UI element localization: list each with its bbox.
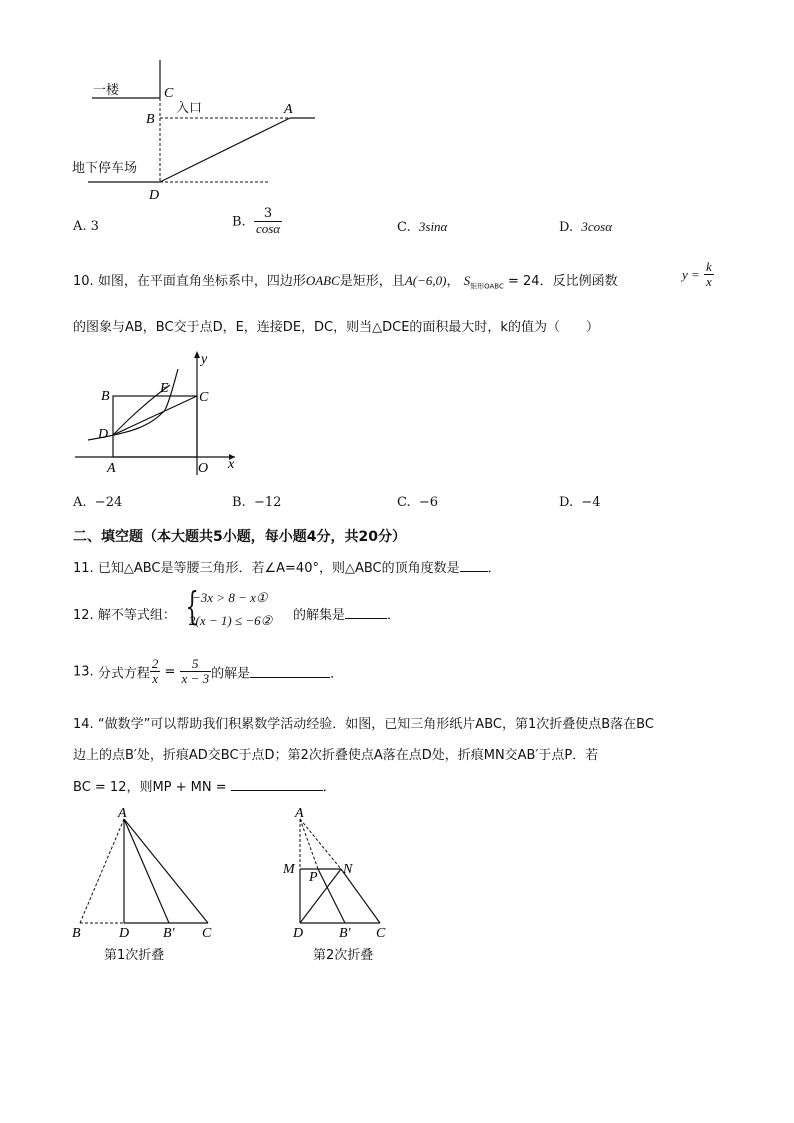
figure-q14-fold2	[278, 803, 408, 943]
q10-option-b[interactable]	[232, 495, 281, 510]
entrance-label: 入口	[176, 101, 203, 116]
q10-option-d[interactable]	[559, 495, 601, 510]
q9-option-c[interactable]	[397, 219, 447, 235]
q13	[73, 657, 343, 687]
option-value: −4	[581, 495, 601, 510]
q10-function	[682, 260, 714, 290]
label-C: C	[164, 86, 174, 101]
label-O: O	[198, 461, 209, 476]
label-D: D	[119, 926, 130, 941]
q14-line2: 边上的点B′处，折痕AD交BC于点D；第2次折叠使点A落在点D处，折痕MN交AB′于点P．若	[73, 748, 599, 763]
label-M: M	[283, 862, 295, 877]
q13-end: ．	[330, 666, 344, 682]
q14-line1-text: “做数学”可以帮助我们积累数学活动经验．如图，已知三角形纸片ABC，第1次折叠使点B落在BC	[97, 717, 654, 732]
q10-option-c[interactable]	[397, 495, 438, 510]
q10-point-a: A(−6,0)	[404, 273, 447, 288]
q11-end: ．	[487, 561, 501, 576]
answer-blank[interactable]	[250, 665, 330, 678]
label-A: A	[118, 806, 127, 821]
fraction-numerator: 3	[254, 207, 282, 222]
label-D: D	[149, 188, 160, 203]
caption-fold1: 第1次折叠	[104, 948, 165, 963]
label-N: N	[343, 862, 353, 877]
label-E: E	[160, 381, 169, 396]
q12-brace: {	[185, 584, 199, 628]
label-A: A	[284, 102, 293, 117]
option-prefix: A.	[73, 219, 87, 234]
q12-text2: 的解集是	[293, 608, 346, 623]
label-A: A	[295, 806, 304, 821]
parking-label: 地下停车场	[72, 161, 138, 176]
option-prefix: C.	[397, 495, 411, 510]
option-prefix: B.	[232, 495, 246, 510]
q13-fraction2	[180, 657, 212, 687]
answer-blank[interactable]	[231, 778, 323, 791]
option-value: 3sinα	[418, 219, 448, 234]
floor1-label: 一楼	[93, 83, 120, 98]
label-D: D	[293, 926, 304, 941]
q12-ineq2: 2(x − 1) ≤ −6②	[189, 613, 273, 628]
q14-line1	[73, 713, 654, 732]
q14-line3-end: ．	[322, 780, 336, 795]
q10-option-a[interactable]	[73, 495, 122, 510]
q12-tail	[293, 604, 400, 623]
fraction-denominator: x − 3	[181, 671, 210, 687]
option-prefix: B.	[232, 214, 246, 230]
q10-line2: 的图象与AB，BC交于点D，E，连接DE，DC，则当△DCE的面积最大时，k的值为（ ）	[73, 320, 599, 335]
q9-option-d[interactable]	[559, 219, 612, 235]
q13-text2: 的解是	[211, 666, 251, 682]
q10-y-eq: y =	[682, 266, 700, 282]
caption-fold2: 第2次折叠	[313, 948, 374, 963]
answer-blank[interactable]	[460, 559, 488, 572]
q11-text: 已知△ABC是等腰三角形．若∠A=40°，则△ABC的顶角度数是	[97, 561, 460, 576]
label-C: C	[202, 926, 212, 941]
label-Bp: B′	[163, 926, 175, 941]
q10-s-sub: 矩形OABC	[470, 282, 504, 291]
q10-line1	[73, 270, 618, 292]
question-number: 14.	[73, 717, 94, 732]
label-Bp: B′	[339, 926, 351, 941]
figure-q14-fold1	[68, 803, 228, 943]
q12-text1: 解不等式组：	[97, 608, 176, 623]
q12-end: ．	[387, 608, 401, 623]
label-C: C	[199, 390, 209, 405]
question-number: 11.	[73, 561, 94, 576]
answer-blank[interactable]	[345, 606, 387, 619]
q10-comma: ，	[446, 274, 460, 289]
question-number: 13.	[73, 664, 94, 680]
q10-fraction	[704, 260, 714, 290]
option-prefix: A.	[73, 495, 87, 510]
q13-fraction1	[150, 657, 161, 687]
q13-text1: 分式方程	[97, 666, 150, 682]
q9-option-b[interactable]	[232, 207, 282, 237]
label-D: D	[98, 427, 109, 442]
q14-line3	[73, 776, 336, 795]
option-prefix: C.	[397, 220, 411, 235]
option-value: −24	[94, 495, 123, 510]
option-value: 3	[90, 219, 99, 234]
label-B: B	[146, 112, 155, 127]
label-C: C	[376, 926, 386, 941]
question-number: 10.	[73, 274, 94, 289]
q13-equals: =	[164, 664, 176, 680]
figure-q10	[70, 345, 250, 480]
q10-text1: 如图，在平面直角坐标系中，四边形	[97, 274, 306, 289]
question-number: 12.	[73, 608, 94, 623]
q12-label	[73, 604, 176, 623]
option-fraction	[254, 207, 282, 237]
section-heading: 二、填空题（本大题共5小题，每小题4分，共20分）	[73, 529, 406, 545]
label-P: P	[309, 870, 318, 885]
option-value: 3cosα	[581, 219, 613, 234]
fraction-denominator: x	[152, 671, 158, 687]
q10-s-symbol: S	[463, 273, 471, 288]
q9-option-a[interactable]	[73, 219, 99, 234]
fraction-numerator: k	[705, 259, 712, 274]
q10-text3: ．反比例函数	[539, 274, 618, 289]
q14-line3-text: BC = 12，则MP + MN =	[73, 780, 227, 795]
option-value: −6	[418, 495, 439, 510]
option-value: −12	[253, 495, 282, 510]
fraction-numerator: 2	[151, 656, 159, 671]
label-y: y	[201, 352, 208, 367]
label-B: B	[101, 389, 110, 404]
fraction-denominator: x	[705, 274, 712, 290]
label-x: x	[228, 457, 235, 472]
q12-ineq1: −3x > 8 − x①	[192, 590, 268, 605]
q11	[73, 557, 501, 576]
fraction-numerator: 5	[180, 657, 212, 672]
option-prefix: D.	[559, 220, 574, 235]
q10-s-value: = 24	[507, 274, 540, 289]
option-prefix: D.	[559, 495, 574, 510]
fraction-denominator: cosα	[255, 221, 281, 237]
label-B: B	[72, 926, 81, 941]
label-A: A	[107, 461, 116, 476]
q10-oabc: OABC	[305, 273, 340, 288]
q10-text2: 是矩形，且	[339, 274, 405, 289]
figure-q9	[60, 55, 330, 205]
